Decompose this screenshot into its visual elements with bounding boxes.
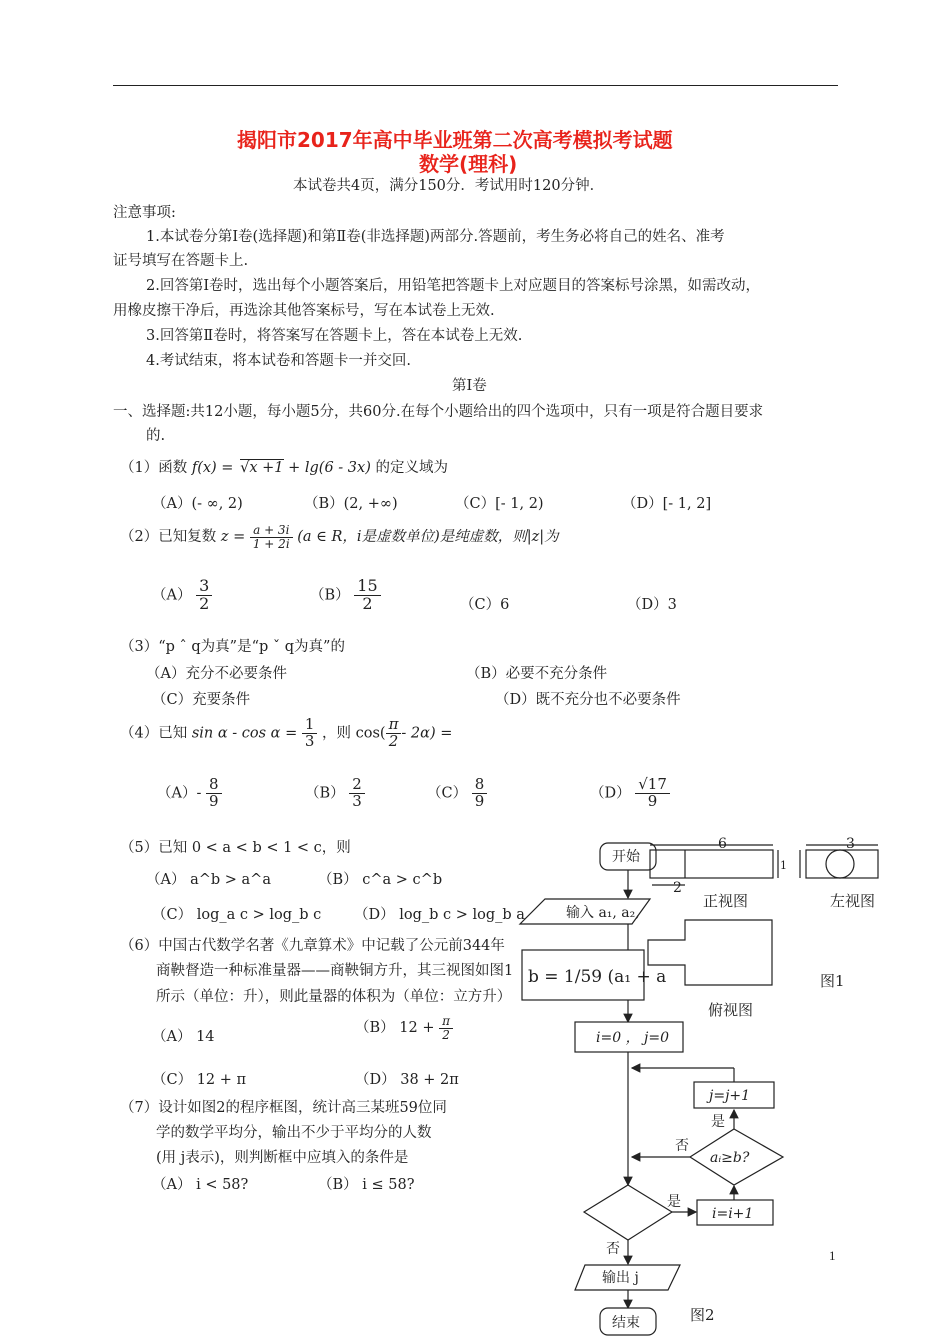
q4-option-d[interactable]: （D） $\frac{√17}{9}$ — [590, 777, 670, 810]
fc-i-increment-label: i=i+1 — [712, 1206, 754, 1222]
q5-option-d[interactable]: （D） log_b c > log_b a — [354, 907, 525, 923]
note-2b: 用橡皮擦干净后，再选涂其他答案标号，写在本试卷上无效. — [113, 303, 495, 319]
dim-2: 2 — [673, 880, 682, 896]
q3-option-d[interactable]: （D）既不充分也不必要条件 — [495, 692, 681, 708]
section-instruction-tail: 的. — [146, 428, 166, 444]
q3-option-c[interactable]: （C）充要条件 — [152, 692, 251, 708]
q1-option-c[interactable]: （C）[- 1, 2) — [455, 496, 544, 512]
fc-start-label: 开始 — [612, 849, 640, 865]
note-3: 3.回答第Ⅱ卷时，将答案写在答题卡上，答在本试卷上无效. — [146, 328, 523, 344]
page-subtitle: 数学(理科) — [419, 152, 518, 176]
q4-option-a[interactable]: （A）- $\frac{8}{9}$ — [157, 777, 222, 810]
exam-intro: 本试卷共4页，满分150分．考试用时120分钟． — [293, 178, 605, 194]
fc-output-label: 输出 j — [602, 1270, 639, 1286]
fc-end-label: 结束 — [612, 1315, 640, 1331]
fc-input-label: 输入 a₁, a₂, — [566, 905, 640, 921]
q7-option-b[interactable]: （B） i ≤ 58? — [318, 1177, 415, 1193]
q1-option-d[interactable]: （D）[- 1, 2] — [622, 496, 712, 512]
fc-init-label: i=0 ， j=0 — [596, 1030, 669, 1046]
page-number: 1 — [829, 1248, 836, 1263]
section-instruction: 一、选择题:共12小题，每小题5分，共60分.在每个小题给出的四个选项中，只有一项是符合题目要求 — [113, 404, 764, 420]
q3-stem: （3）“p ˆ q为真”是“p ˇ q为真”的 — [120, 639, 345, 655]
side-view-label: 左视图 — [830, 892, 876, 910]
q7-line-1: （7）设计如图2的程序框图，统计高三某班59位同 — [120, 1100, 447, 1116]
figure-2-caption: 图2 — [690, 1306, 715, 1324]
side-view — [806, 850, 878, 878]
q4-stem: （4）已知 sin α - cos α = $\frac{1}{3}$ ，则 cos( $\frac{\pi}{2}$ - 2α) = — [120, 715, 453, 750]
q1-option-a[interactable]: （A）(- ∞, 2) — [152, 496, 243, 512]
q2-option-b[interactable]: （B） $\frac{15}{2}$ — [310, 578, 381, 613]
note-1a: 1.本试卷分第Ⅰ卷(选择题)和第Ⅱ卷(非选择题)两部分.答题前，考生务必将自己的姓名、准考 — [146, 229, 725, 245]
q3-option-b[interactable]: （B）必要不充分条件 — [466, 666, 608, 682]
front-view — [650, 850, 773, 878]
q5-option-a[interactable]: （A） a^b > a^a — [146, 872, 271, 888]
notes-heading: 注意事项: — [113, 205, 176, 221]
q4-option-b[interactable]: （B） $\frac{2}{3}$ — [305, 777, 365, 810]
fc-j-increment-label: j=j+1 — [709, 1088, 751, 1104]
q2-stem: （2）已知复数 z = $\frac{a + 3i}{1 + 2i}$ (a ∈ R，i是虚数单位)是纯虚数，则|z|为 — [120, 523, 559, 551]
note-4: 4.考试结束，将本试卷和答题卡一并交回. — [146, 353, 411, 369]
dim-6: 6 — [718, 836, 727, 852]
front-view-label: 正视图 — [703, 892, 749, 910]
figure-1-caption: 图1 — [820, 972, 845, 990]
q3-option-a[interactable]: （A）充分不必要条件 — [146, 666, 287, 682]
q5-stem: （5）已知 0 < a < b < 1 < c，则 — [120, 840, 351, 856]
fc-condition-label: aᵢ≥b? — [710, 1150, 750, 1166]
q7-option-a[interactable]: （A） i < 58? — [152, 1177, 249, 1193]
q2-option-c[interactable]: （C）6 — [460, 597, 510, 613]
top-view-label: 俯视图 — [708, 1001, 754, 1019]
fc-yes-1: 是 — [711, 1114, 725, 1130]
fc-no-1: 否 — [675, 1138, 689, 1154]
q6-option-a[interactable]: （A） 14 — [152, 1029, 215, 1045]
note-2a: 2.回答第Ⅰ卷时，选出每个小题答案后，用铅笔把答题卡上对应题目的答案标号涂黑，如需改动， — [146, 278, 761, 294]
q6-option-b[interactable]: （B） 12 + $\frac{\pi}{2}$ — [355, 1015, 453, 1041]
fc-judge-box — [584, 1185, 672, 1240]
q2-option-a[interactable]: （A） $\frac{3}{2}$ — [152, 578, 212, 613]
page-title: 揭阳市2017年高中毕业班第二次高考模拟考试题 — [237, 128, 673, 152]
q4-option-c[interactable]: （C） $\frac{8}{9}$ — [427, 777, 487, 810]
q1-stem: （1）函数 f(x) = √x +1 + lg(6 - 3x) 的定义域为 — [120, 460, 448, 476]
q7-line-3: (用 j表示)，则判断框中应填入的条件是 — [156, 1150, 409, 1166]
fc-no-2: 否 — [606, 1241, 620, 1257]
q6-line-3: 所示（单位：升），则此量器的体积为（单位：立方升） — [156, 989, 512, 1005]
q5-option-b[interactable]: （B） c^a > c^b — [318, 872, 443, 888]
fc-formula-label: b = 1/59 (a₁ + a — [528, 967, 667, 987]
q5-option-c[interactable]: （C） log_a c > log_b c — [152, 907, 322, 923]
q7-line-2: 学的数学平均分，输出不少于平均分的人数 — [156, 1125, 432, 1141]
section-label: 第Ⅰ卷 — [452, 378, 487, 394]
q6-option-c[interactable]: （C） 12 + π — [152, 1072, 247, 1088]
q2-option-d[interactable]: （D）3 — [627, 597, 677, 613]
note-1b: 证号填写在答题卡上. — [113, 253, 249, 269]
q1-option-b[interactable]: （B）(2, +∞) — [304, 496, 398, 512]
q6-line-2: 商鞅督造一种标准量器——商鞅铜方升，其三视图如图1 — [156, 963, 514, 979]
fc-yes-2: 是 — [667, 1194, 681, 1210]
dim-3: 3 — [846, 836, 855, 852]
q6-option-d[interactable]: （D） 38 + 2π — [355, 1072, 459, 1088]
dim-1: 1 — [780, 859, 787, 872]
q6-line-1: （6）中国古代数学名著《九章算术》中记载了公元前344年 — [120, 938, 505, 954]
top-view — [648, 920, 772, 985]
